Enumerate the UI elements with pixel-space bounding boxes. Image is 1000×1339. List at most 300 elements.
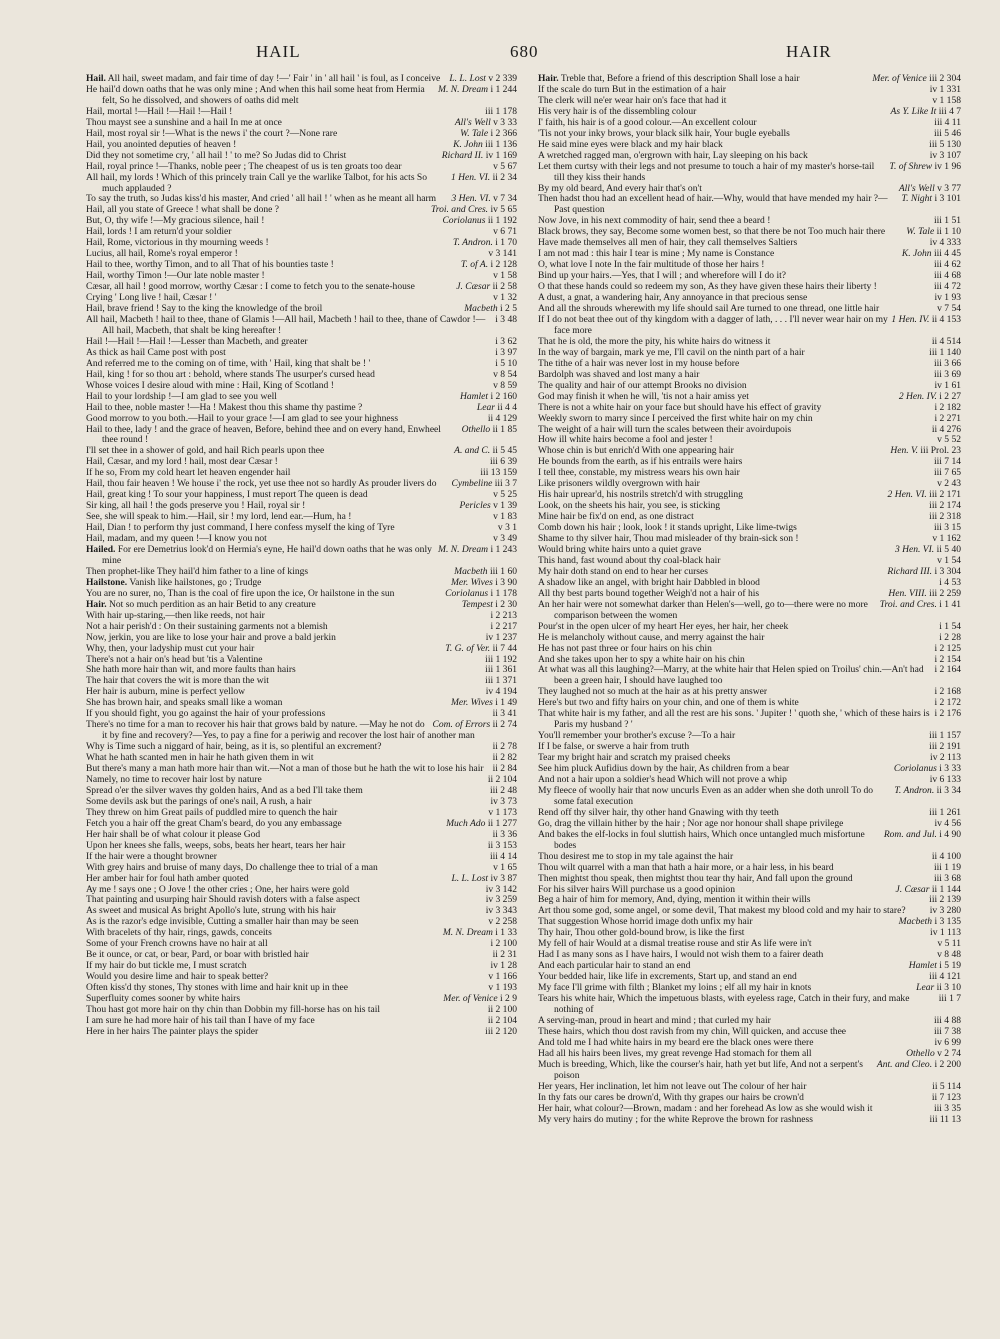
quotation-text: Some devils ask but the parings of one's nail, A rush, a hair xyxy=(86,795,312,807)
right-column xyxy=(538,74,961,1126)
quotation-text: Hail !—Hail !—Hail !—Lesser than Macbeth, and greater xyxy=(86,335,308,347)
quotation-text: Not so much perdition as an hair Betid to any creature xyxy=(109,598,316,610)
entry-reference xyxy=(936,994,961,1005)
entry-reference xyxy=(435,85,517,96)
act-scene-line: v 7 54 xyxy=(937,303,961,315)
play-title: Troi. and Cres. xyxy=(879,598,937,610)
quotation-text: That painting and usurping hair Should ravish doters with a false aspect xyxy=(86,894,360,906)
quotation-text: But, O, thy wife !—My gracious silence, hail ! xyxy=(86,215,265,227)
act-scene-line: v 5 52 xyxy=(937,434,961,446)
play-title: 3 Hen. VI. xyxy=(894,543,935,555)
quotation-text: All hail, sweet madam, and fair time of day !—' Fair ' in ' all hail ' is foul, as I conceive xyxy=(107,73,441,84)
quotation-text: By my old beard, And every hair that's on't xyxy=(538,182,702,194)
headword: Hailstone. xyxy=(86,576,128,588)
quotation-text: Much is breeding, Which, like the courser's hair, hath yet but life, And not a serpent's poison xyxy=(538,1058,864,1081)
quotation-text: His hair uprear'd, his nostrils stretch'd with struggling xyxy=(538,489,743,501)
quotation-text: Hail to thee, noble master !—Ha ! Makest thou this shame thy pastime ? xyxy=(86,401,363,413)
act-scene-line: i 2 154 xyxy=(934,653,961,665)
act-scene-line: v 8 48 xyxy=(937,949,961,961)
act-scene-line: v 7 34 xyxy=(493,193,517,205)
quotation-text: My face I'll grime with filth ; Blanket my loins ; elf all my hair in knots xyxy=(538,982,812,994)
act-scene-line: v 1 158 xyxy=(932,94,961,106)
quotation-text: He has not past three or four hairs on his chin xyxy=(538,642,712,654)
act-scene-line: i 2 366 xyxy=(490,127,517,139)
act-scene-line: v 1 83 xyxy=(493,511,517,523)
quotation-text: She has brown hair, and speaks small like a woman xyxy=(86,697,283,709)
act-scene-line: i 1 243 xyxy=(490,543,517,555)
play-title: 2 Hen. IV. xyxy=(898,390,937,402)
quotation-text: You'll remember your brother's excuse ?—To a hair xyxy=(538,730,736,742)
headword: Hail. xyxy=(86,73,106,84)
act-scene-line: v 5 67 xyxy=(493,160,517,172)
play-title: Hamlet xyxy=(459,390,489,402)
quotation-text: And all the shrouds wherewith my life should sail Are turned to one thread, one little hair xyxy=(538,303,880,315)
act-scene-line: i 2 271 xyxy=(934,412,961,424)
act-scene-line: iv 4 333 xyxy=(929,237,961,249)
quotation-text: Thou hast got more hair on thy chin than Dobbin my fill-horse has on his tail xyxy=(86,1004,381,1016)
act-scene-line: iii 2 171 xyxy=(929,489,961,501)
concordance-entry xyxy=(538,1115,961,1126)
act-scene-line: iii 1 136 xyxy=(485,138,517,150)
play-title: Mer. of Venice xyxy=(443,993,498,1005)
quotation-text: Your bedded hair, like life in excrements, Start up, and stand an end xyxy=(538,971,797,983)
quotation-text: Have made themselves all men of hair, they call themselves Saltiers xyxy=(538,237,798,249)
quotation-text: Tear my bright hair and scratch my praised cheeks xyxy=(538,752,731,764)
quotation-text: Sir king, all hail ! the gods preserve you ! Hail, royal sir ! xyxy=(86,500,306,512)
act-scene-line: ii 2 34 xyxy=(492,171,517,183)
quotation-text: Thy hair, Thou other gold-bound brow, is like the first xyxy=(538,927,745,939)
act-scene-line: iv 3 142 xyxy=(485,883,517,895)
act-scene-line: i 3 33 xyxy=(939,763,961,775)
quotation-text: Had all his hairs been lives, my great revenge Had stomach for them all xyxy=(538,1047,812,1059)
act-scene-line: iii 1 7 xyxy=(938,993,961,1005)
quotation-text: Hail, royal prince !—Thanks, noble peer ; The cheapest of us is ten groats too dear xyxy=(86,160,402,172)
act-scene-line: i 2 200 xyxy=(934,1058,961,1070)
entry-reference xyxy=(874,1060,961,1071)
act-scene-line: ii 4 4 xyxy=(497,401,517,413)
act-scene-line: ii 4 514 xyxy=(931,335,961,347)
quotation-text: This hand, fast wound about thy coal-black hair xyxy=(538,554,721,566)
play-title: Ant. and Cleo. xyxy=(876,1058,933,1070)
headword: Hair. xyxy=(538,73,559,84)
act-scene-line: ii 1 144 xyxy=(931,883,961,895)
act-scene-line: iii Prol. 23 xyxy=(920,445,961,457)
quotation-text: And not a hair upon a soldier's head Which will not prove a whip xyxy=(538,774,787,785)
act-scene-line: v 5 11 xyxy=(937,938,961,950)
play-title: K. John xyxy=(901,248,932,260)
quotation-text: As thick as hail Came post with post xyxy=(86,346,226,358)
quotation-text: Now Jove, in his next commodity of hair, send thee a beard ! xyxy=(538,215,771,227)
act-scene-line: ii 2 82 xyxy=(492,752,517,764)
quotation-text: In thy fats our cares be drown'd, With thy grapes our hairs be crown'd xyxy=(538,1091,804,1103)
act-scene-line: iii 2 174 xyxy=(929,500,961,512)
act-scene-line: i 1 49 xyxy=(495,697,517,709)
left-column xyxy=(86,74,517,1038)
act-scene-line: iii 1 157 xyxy=(929,730,961,742)
act-scene-line: iv 1 93 xyxy=(934,292,961,304)
quotation-text: Look, on the sheets his hair, you see, is sticking xyxy=(538,500,721,512)
play-title: A. and C. xyxy=(454,445,491,457)
quotation-text: Hail to thee, worthy Timon, and to all That of his bounties taste ! xyxy=(86,259,334,271)
quotation-text: Her hair is auburn, mine is perfect yellow xyxy=(86,686,246,698)
quotation-text: Hail, brave friend ! Say to the king the knowledge of the broil xyxy=(86,303,323,315)
entry-reference xyxy=(898,194,961,205)
quotation-text: These hairs, which thou dost ravish from my chin, Will quicken, and accuse thee xyxy=(538,1025,847,1037)
play-title: Macbeth xyxy=(464,303,498,315)
quotation-text: A dust, a gnat, a wandering hair, Any annoyance in that precious sense xyxy=(538,292,808,304)
act-scene-line: v 1 58 xyxy=(493,270,517,282)
concordance-entry xyxy=(538,194,961,216)
act-scene-line: iv 1 169 xyxy=(485,149,517,161)
quotation-text: Why is Time such a niggard of hair, being, as it is, so plentiful an excrement? xyxy=(86,741,382,753)
quotation-text: At what was all this laughing?—Marry, at the white hair that Helen spied on Troilus' chin.—An't had been a green hair, I should have laughed too xyxy=(538,664,924,687)
act-scene-line: ii 1 277 xyxy=(487,817,517,829)
quotation-text: They threw on him Great pails of puddled mire to quench the hair xyxy=(86,806,338,818)
quotation-text: Thou desirest me to stop in my tale against the hair xyxy=(538,850,734,862)
act-scene-line: ii 2 78 xyxy=(492,741,517,753)
play-title: 3 Hen. VI. xyxy=(451,193,491,205)
act-scene-line: i 2 217 xyxy=(490,620,517,632)
act-scene-line: iii 5 130 xyxy=(929,138,961,150)
act-scene-line: v 1 162 xyxy=(932,533,961,545)
header-left-word: HAIL xyxy=(256,42,301,61)
act-scene-line: iv 1 61 xyxy=(934,379,961,391)
act-scene-line: i 2 128 xyxy=(490,259,517,271)
quotation-text: To say the truth, so Judas kiss'd his master, And cried ' all hail ! ' when as he meant all harm xyxy=(86,193,437,205)
play-title: Troi. and Cres. xyxy=(430,204,489,216)
quotation-text: Hail, most royal sir !—What is the news i' the court ?—None rare xyxy=(86,127,338,139)
quotation-text: Hail, mortal !—Hail !—Hail !—Hail ! xyxy=(86,105,233,117)
act-scene-line: ii 3 34 xyxy=(936,784,961,796)
act-scene-line: iii 4 72 xyxy=(933,281,961,293)
play-title: T. Andron. xyxy=(452,237,493,249)
play-title: Coriolanus xyxy=(445,587,489,599)
quotation-text: Would you desire lime and hair to speak better? xyxy=(86,971,269,983)
act-scene-line: ii 4 153 xyxy=(931,313,961,325)
quotation-text: And each particular hair to stand an end xyxy=(538,960,691,972)
entry-reference xyxy=(881,830,961,841)
act-scene-line: i 3 48 xyxy=(495,313,517,325)
act-scene-line: iii 3 68 xyxy=(933,872,961,884)
act-scene-line: i 2 125 xyxy=(934,642,961,654)
quotation-text: Be it ounce, or cat, or bear, Pard, or boar with bristled hair xyxy=(86,949,309,961)
quotation-text: I'll set thee in a shower of gold, and hail Rich pearls upon thee xyxy=(86,445,325,457)
act-scene-line: iv 6 99 xyxy=(934,1036,961,1048)
quotation-text: Had I as many sons as I have hairs, I would not wish them to a fairer death xyxy=(538,949,824,961)
play-title: Coriolanus xyxy=(442,215,486,227)
quotation-text: Hail to thee, lady ! and the grace of heaven, Before, behind thee and on every hand, Enwheel thee round ! xyxy=(86,423,441,446)
act-scene-line: iii 1 19 xyxy=(933,861,961,873)
act-scene-line: iii 2 304 xyxy=(929,73,961,84)
quotation-text: Hail, thou fair heaven ! We house i' the rock, yet use thee not so hardly As prouder livers do xyxy=(86,478,437,490)
quotation-text: Thou mayst see a sunshine and a hail In me at once xyxy=(86,116,282,128)
act-scene-line: ii 4 276 xyxy=(931,423,961,435)
act-scene-line: i 2 9 xyxy=(500,993,517,1005)
quotation-text: Black brows, they say, Become some women best, so that there be not Too much hair there xyxy=(538,226,886,238)
quotation-text: Not a hair perish'd : On their sustaining garments not a blemish xyxy=(86,620,328,632)
entry-reference xyxy=(931,665,961,676)
entry-reference xyxy=(435,545,517,556)
quotation-text: Weekly sworn to marry since I perceived the first white hair on my chin xyxy=(538,412,813,424)
quotation-text: Lucius, all hail, Rome's royal emperor ! xyxy=(86,248,238,260)
act-scene-line: i 2 5 xyxy=(500,303,517,315)
quotation-text: Cæsar, all hail ! good morrow, worthy Cæsar : I come to fetch you to the senate-house xyxy=(86,281,415,293)
quotation-text: There's no time for a man to recover his hair that grows bald by nature. —May he not do it by fine and recovery?—Yes, to pay a fine for a periwig and recover the lost hair of another man xyxy=(86,719,475,742)
quotation-text: She hath more hair than wit, and more faults than hairs xyxy=(86,664,296,676)
quotation-text: Beg a hair of him for memory, And, dying, mention it within their wills xyxy=(538,894,811,906)
play-title: Coriolanus xyxy=(893,763,937,775)
concordance-entry xyxy=(538,665,961,687)
act-scene-line: ii 2 31 xyxy=(492,949,517,961)
act-scene-line: v 5 25 xyxy=(493,489,517,501)
quotation-text: If my hair do but tickle me, I must scratch xyxy=(86,960,247,972)
quotation-text: Fetch you a hair off the great Cham's beard, do you any embassage xyxy=(86,817,342,829)
act-scene-line: iv 1 331 xyxy=(929,83,961,95)
act-scene-line: iii 13 159 xyxy=(480,467,517,479)
act-scene-line: i 2 172 xyxy=(934,697,961,709)
act-scene-line: ii 1 192 xyxy=(487,215,517,227)
act-scene-line: iv 1 113 xyxy=(930,927,961,939)
play-title: 1 Hen. IV. xyxy=(891,313,930,325)
act-scene-line: ii 5 114 xyxy=(932,1080,961,1092)
quotation-text: Her amber hair for foul hath amber quoted xyxy=(86,872,249,884)
quotation-text: He is melancholy without cause, and merry against the hair xyxy=(538,631,765,643)
quotation-text: I' faith, his hair is of a good colour.—An excellent colour xyxy=(538,116,757,128)
act-scene-line: iv 3 343 xyxy=(485,905,517,917)
quotation-text: Some of your French crowns have no hair at all xyxy=(86,938,268,950)
act-scene-line: i 2 27 xyxy=(939,390,961,402)
act-scene-line: v 2 43 xyxy=(937,478,961,490)
act-scene-line: ii 4 100 xyxy=(931,850,961,862)
quotation-text: Then hadst thou had an excellent head of hair.—Why, would that have mended my hair ?—Past question xyxy=(538,193,888,216)
quotation-text: Like prisoners wildly overgrown with hair xyxy=(538,478,700,490)
quotation-text: God may finish it when he will, 'tis not a hair amiss yet xyxy=(538,390,749,402)
quotation-text: Bind up your hairs.—Yes, that I will ; and wherefore will I do it? xyxy=(538,270,787,282)
play-title: M. N. Dream xyxy=(442,927,493,939)
quotation-text: Go, drag the villain hither by the hair ; Nor age nor honour shall shape privilege xyxy=(538,817,844,829)
play-title: Lear xyxy=(476,401,495,413)
play-title: Lear xyxy=(916,982,935,994)
quotation-text: And referred me to the coming on of time, with ' Hail, king that shalt be ! ' xyxy=(86,357,371,369)
quotation-text: O, what love I note In the fair multitude of those her hairs ! xyxy=(538,259,765,271)
act-scene-line: i 2 100 xyxy=(490,938,517,950)
quotation-text: Often kiss'd thy stones, Thy stones with lime and hair knit up in thee xyxy=(86,982,348,994)
play-title: W. Tale xyxy=(460,127,489,139)
quotation-text: Then mightst thou speak, then mightst thou tear thy hair, And fall upon the ground xyxy=(538,872,853,884)
entry-reference xyxy=(492,315,517,326)
act-scene-line: iv 6 133 xyxy=(929,774,961,785)
quotation-text: If I do not beat thee out of thy kingdom with a dagger of lath, . . . I'll never wear hair on my face more xyxy=(538,313,888,336)
quotation-text: How ill white hairs become a fool and jester ! xyxy=(538,434,713,446)
quotation-text: Treble that, Before a friend of this description Shall lose a hair xyxy=(560,73,800,84)
act-scene-line: iii 1 60 xyxy=(489,565,517,577)
act-scene-line: iii 4 45 xyxy=(933,248,961,260)
act-scene-line: iii 1 192 xyxy=(485,653,517,665)
quotation-text: For his silver hairs Will purchase us a good opinion xyxy=(538,883,735,895)
concordance-entry xyxy=(538,709,961,731)
act-scene-line: iv 3 259 xyxy=(485,894,517,906)
page-number: 680 xyxy=(510,42,539,61)
play-title: As Y. Like It xyxy=(890,105,937,117)
act-scene-line: i 2 28 xyxy=(939,631,961,643)
act-scene-line: v 1 173 xyxy=(488,806,517,818)
quotation-text: If the hair were a thought browner xyxy=(86,850,217,862)
quotation-text: I am sure he had more hair of his tail than I have of my face xyxy=(86,1014,315,1026)
act-scene-line: i 1 244 xyxy=(490,83,517,95)
entry-reference xyxy=(886,162,961,173)
quotation-text: He bounds from the earth, as if his entrails were hairs xyxy=(538,456,743,468)
act-scene-line: iv 4 194 xyxy=(485,686,517,698)
quotation-text: O that these hands could so redeem my son, As they have given these hairs their liberty ! xyxy=(538,281,877,293)
play-title: Much Ado xyxy=(446,817,486,829)
act-scene-line: iii 3 7 xyxy=(494,478,517,490)
header-right-word: HAIR xyxy=(786,42,832,61)
quotation-text: Pour'st in the open ulcer of my heart Her eyes, her hair, her cheek xyxy=(538,620,789,632)
act-scene-line: v 1 54 xyxy=(937,554,961,566)
concordance-entry xyxy=(538,315,961,337)
play-title: Mer. Wives xyxy=(450,697,493,709)
quotation-text: Why, then, your ladyship must cut your hair xyxy=(86,642,255,654)
act-scene-line: iii 1 51 xyxy=(933,215,961,227)
quotation-text: A serving-man, proud in heart and mind ; that curled my hair xyxy=(538,1014,771,1026)
quotation-text: My hair doth stand on end to hear her curses xyxy=(538,565,708,577)
play-title: T. G. of Ver. xyxy=(445,642,491,654)
quotation-text: With bracelets of thy hair, rings, gawds, conceits xyxy=(86,927,272,939)
quotation-text: And told me I had white hairs in my beard ere the black ones were there xyxy=(538,1036,814,1048)
play-title: J. Cæsar xyxy=(895,883,930,895)
act-scene-line: i 3 97 xyxy=(495,346,517,358)
quotation-text: Hail, you anointed deputies of heaven ! xyxy=(86,138,237,150)
quotation-text: I am not mad : this hair I tear is mine ; My name is Constance xyxy=(538,248,775,260)
act-scene-line: iii 1 140 xyxy=(929,346,961,358)
quotation-text: There is not a white hair on your face but should have his effect of gravity xyxy=(538,401,822,413)
act-scene-line: ii 5 45 xyxy=(492,445,517,457)
quotation-text: Hail, lords ! I am return'd your soldier xyxy=(86,226,232,238)
act-scene-line: iii 3 69 xyxy=(933,368,961,380)
act-scene-line: i 3 90 xyxy=(495,576,517,588)
act-scene-line: i 2 164 xyxy=(934,664,961,676)
entry-reference xyxy=(448,173,517,184)
quotation-text: Thou wilt quarrel with a man that hath a hair more, or a hair less, in his beard xyxy=(538,861,834,873)
concordance-entry xyxy=(538,786,961,808)
quotation-text: Ay me ! says one ; O Jove ! the other cries ; One, her hairs were gold xyxy=(86,883,350,895)
act-scene-line: i 4 53 xyxy=(939,576,961,588)
act-scene-line: v 2 74 xyxy=(937,1047,961,1059)
act-scene-line: iii 3 66 xyxy=(933,357,961,369)
act-scene-line: ii 2 104 xyxy=(487,1014,517,1026)
act-scene-line: v 3 49 xyxy=(493,533,517,545)
entry-reference xyxy=(891,786,961,797)
act-scene-line: iii 11 13 xyxy=(929,1113,961,1125)
quotation-text: The quality and hair of our attempt Brooks no division xyxy=(538,379,747,391)
act-scene-line: ii 2 100 xyxy=(487,1004,517,1016)
act-scene-line: iii 2 139 xyxy=(929,894,961,906)
quotation-text: Hail, great king ! To sour your happiness, I must report The queen is dead xyxy=(86,489,368,501)
play-title: Pericles xyxy=(459,500,491,512)
quotation-text: Hail, Cæsar, and my lord ! hail, most dear Cæsar ! xyxy=(86,456,278,468)
quotation-text: The tithe of a hair was never lost in my house before xyxy=(538,357,740,369)
headword: Hailed. xyxy=(86,543,116,555)
act-scene-line: ii 2 104 xyxy=(487,774,517,785)
quotation-text: A shadow like an angel, with bright hair Dabbled in blood xyxy=(538,576,760,588)
play-title: T. Night xyxy=(901,193,933,205)
act-scene-line: ii 2 84 xyxy=(492,763,517,775)
quotation-text: Rend off thy silver hair, thy other hand Gnawing with thy teeth xyxy=(538,806,779,818)
act-scene-line: i 1 70 xyxy=(495,237,517,249)
quotation-text: If you should fight, you go against the hair of your professions xyxy=(86,708,326,720)
act-scene-line: i 3 135 xyxy=(934,916,961,928)
act-scene-line: iii 1 178 xyxy=(485,105,517,117)
act-scene-line: ii 3 41 xyxy=(492,708,517,720)
act-scene-line: iv 1 96 xyxy=(934,160,961,172)
play-title: 2 Hen. VI. xyxy=(887,489,927,501)
concordance-entry xyxy=(86,173,517,195)
play-title: T. Andron. xyxy=(894,784,935,796)
act-scene-line: v 1 193 xyxy=(488,982,517,994)
play-title: Othello xyxy=(461,423,491,435)
act-scene-line: i 2 182 xyxy=(934,401,961,413)
quotation-text: I tell thee, constable, my mistress wears his own hair xyxy=(538,467,740,479)
play-title: Rom. and Jul. xyxy=(883,828,937,840)
quotation-text: Here in her hairs The painter plays the spider xyxy=(86,1025,259,1037)
entry-reference xyxy=(927,1115,961,1126)
quotation-text: Hail, madam, and my queen !—I know you not xyxy=(86,533,267,545)
quotation-text: All hail, my lords ! Which of this princely train Call ye the warlike Talbot, for his acts So much applauded ? xyxy=(86,171,428,194)
act-scene-line: v 3 1 xyxy=(497,522,517,534)
play-title: W. Tale xyxy=(906,226,935,238)
play-title: Richard III. xyxy=(887,565,933,577)
concordance-entry xyxy=(86,720,517,742)
play-title: Hamlet xyxy=(908,960,937,972)
quotation-text: My fleece of woolly hair that now uncurls Even as an adder when she doth unroll To do some fatal execution xyxy=(538,784,874,807)
quotation-text: If I be false, or swerve a hair from truth xyxy=(538,741,690,753)
quotation-text: Here's but two and fifty hairs on your chin, and one of them is white xyxy=(538,697,799,709)
play-title: Com. of Errors xyxy=(432,719,491,731)
quotation-text: Now, jerkin, you are like to lose your hair and prove a bald jerkin xyxy=(86,631,336,643)
act-scene-line: i 1 178 xyxy=(490,587,517,599)
act-scene-line: v 1 166 xyxy=(488,971,517,983)
quotation-text: The weight of a hair will turn the scales between their avoirdupois xyxy=(538,423,792,435)
act-scene-line: iii 4 68 xyxy=(933,270,961,282)
act-scene-line: ii 1 85 xyxy=(492,423,517,435)
entry-reference xyxy=(459,425,517,436)
act-scene-line: i 5 10 xyxy=(495,357,517,369)
play-title: Cymbeline xyxy=(451,478,493,490)
quotation-text: My fell of hair Would at a dismal treatise rouse and stir As life were in't xyxy=(538,938,812,950)
act-scene-line: i 1 54 xyxy=(939,620,961,632)
quotation-text: Hail, Dian ! to perform thy just command, I here confess myself the king of Tyre xyxy=(86,522,395,534)
act-scene-line: i 1 33 xyxy=(495,927,517,939)
act-scene-line: v 1 39 xyxy=(493,500,517,512)
quotation-text: Her years, Her inclination, let him not leave out The colour of her hair xyxy=(538,1080,807,1092)
quotation-text: Namely, no time to recover hair lost by nature xyxy=(86,774,262,785)
quotation-text: Superfluity comes sooner by white hairs xyxy=(86,993,241,1005)
quotation-text: That he is old, the more the pity, his white hairs do witness it xyxy=(538,335,771,347)
act-scene-line: iii 2 120 xyxy=(485,1025,517,1037)
quotation-text: With grey hairs and bruise of many days, Do challenge thee to trial of a man xyxy=(86,861,378,873)
act-scene-line: ii 7 123 xyxy=(931,1091,961,1103)
act-scene-line: iii 4 14 xyxy=(489,850,517,862)
play-title: Othello xyxy=(906,1047,935,1059)
quotation-text: As sweet and musical As bright Apollo's lute, strung with his hair xyxy=(86,905,336,917)
quotation-text: He hail'd down oaths that he was only mine ; And when this hail some heat from Hermia felt, So he dissolved, and showers of oaths did melt xyxy=(86,83,425,106)
act-scene-line: iii 3 35 xyxy=(933,1102,961,1114)
quotation-text: Whose chin is but enrich'd With one appearing hair xyxy=(538,445,734,457)
act-scene-line: ii 1 10 xyxy=(936,226,961,238)
quotation-text: My very hairs do mutiny ; for the white Reprove the brown for rashness xyxy=(538,1113,813,1125)
quotation-text: If he so, From my cold heart let heaven engender hail xyxy=(86,467,291,479)
act-scene-line: v 8 54 xyxy=(493,368,517,380)
